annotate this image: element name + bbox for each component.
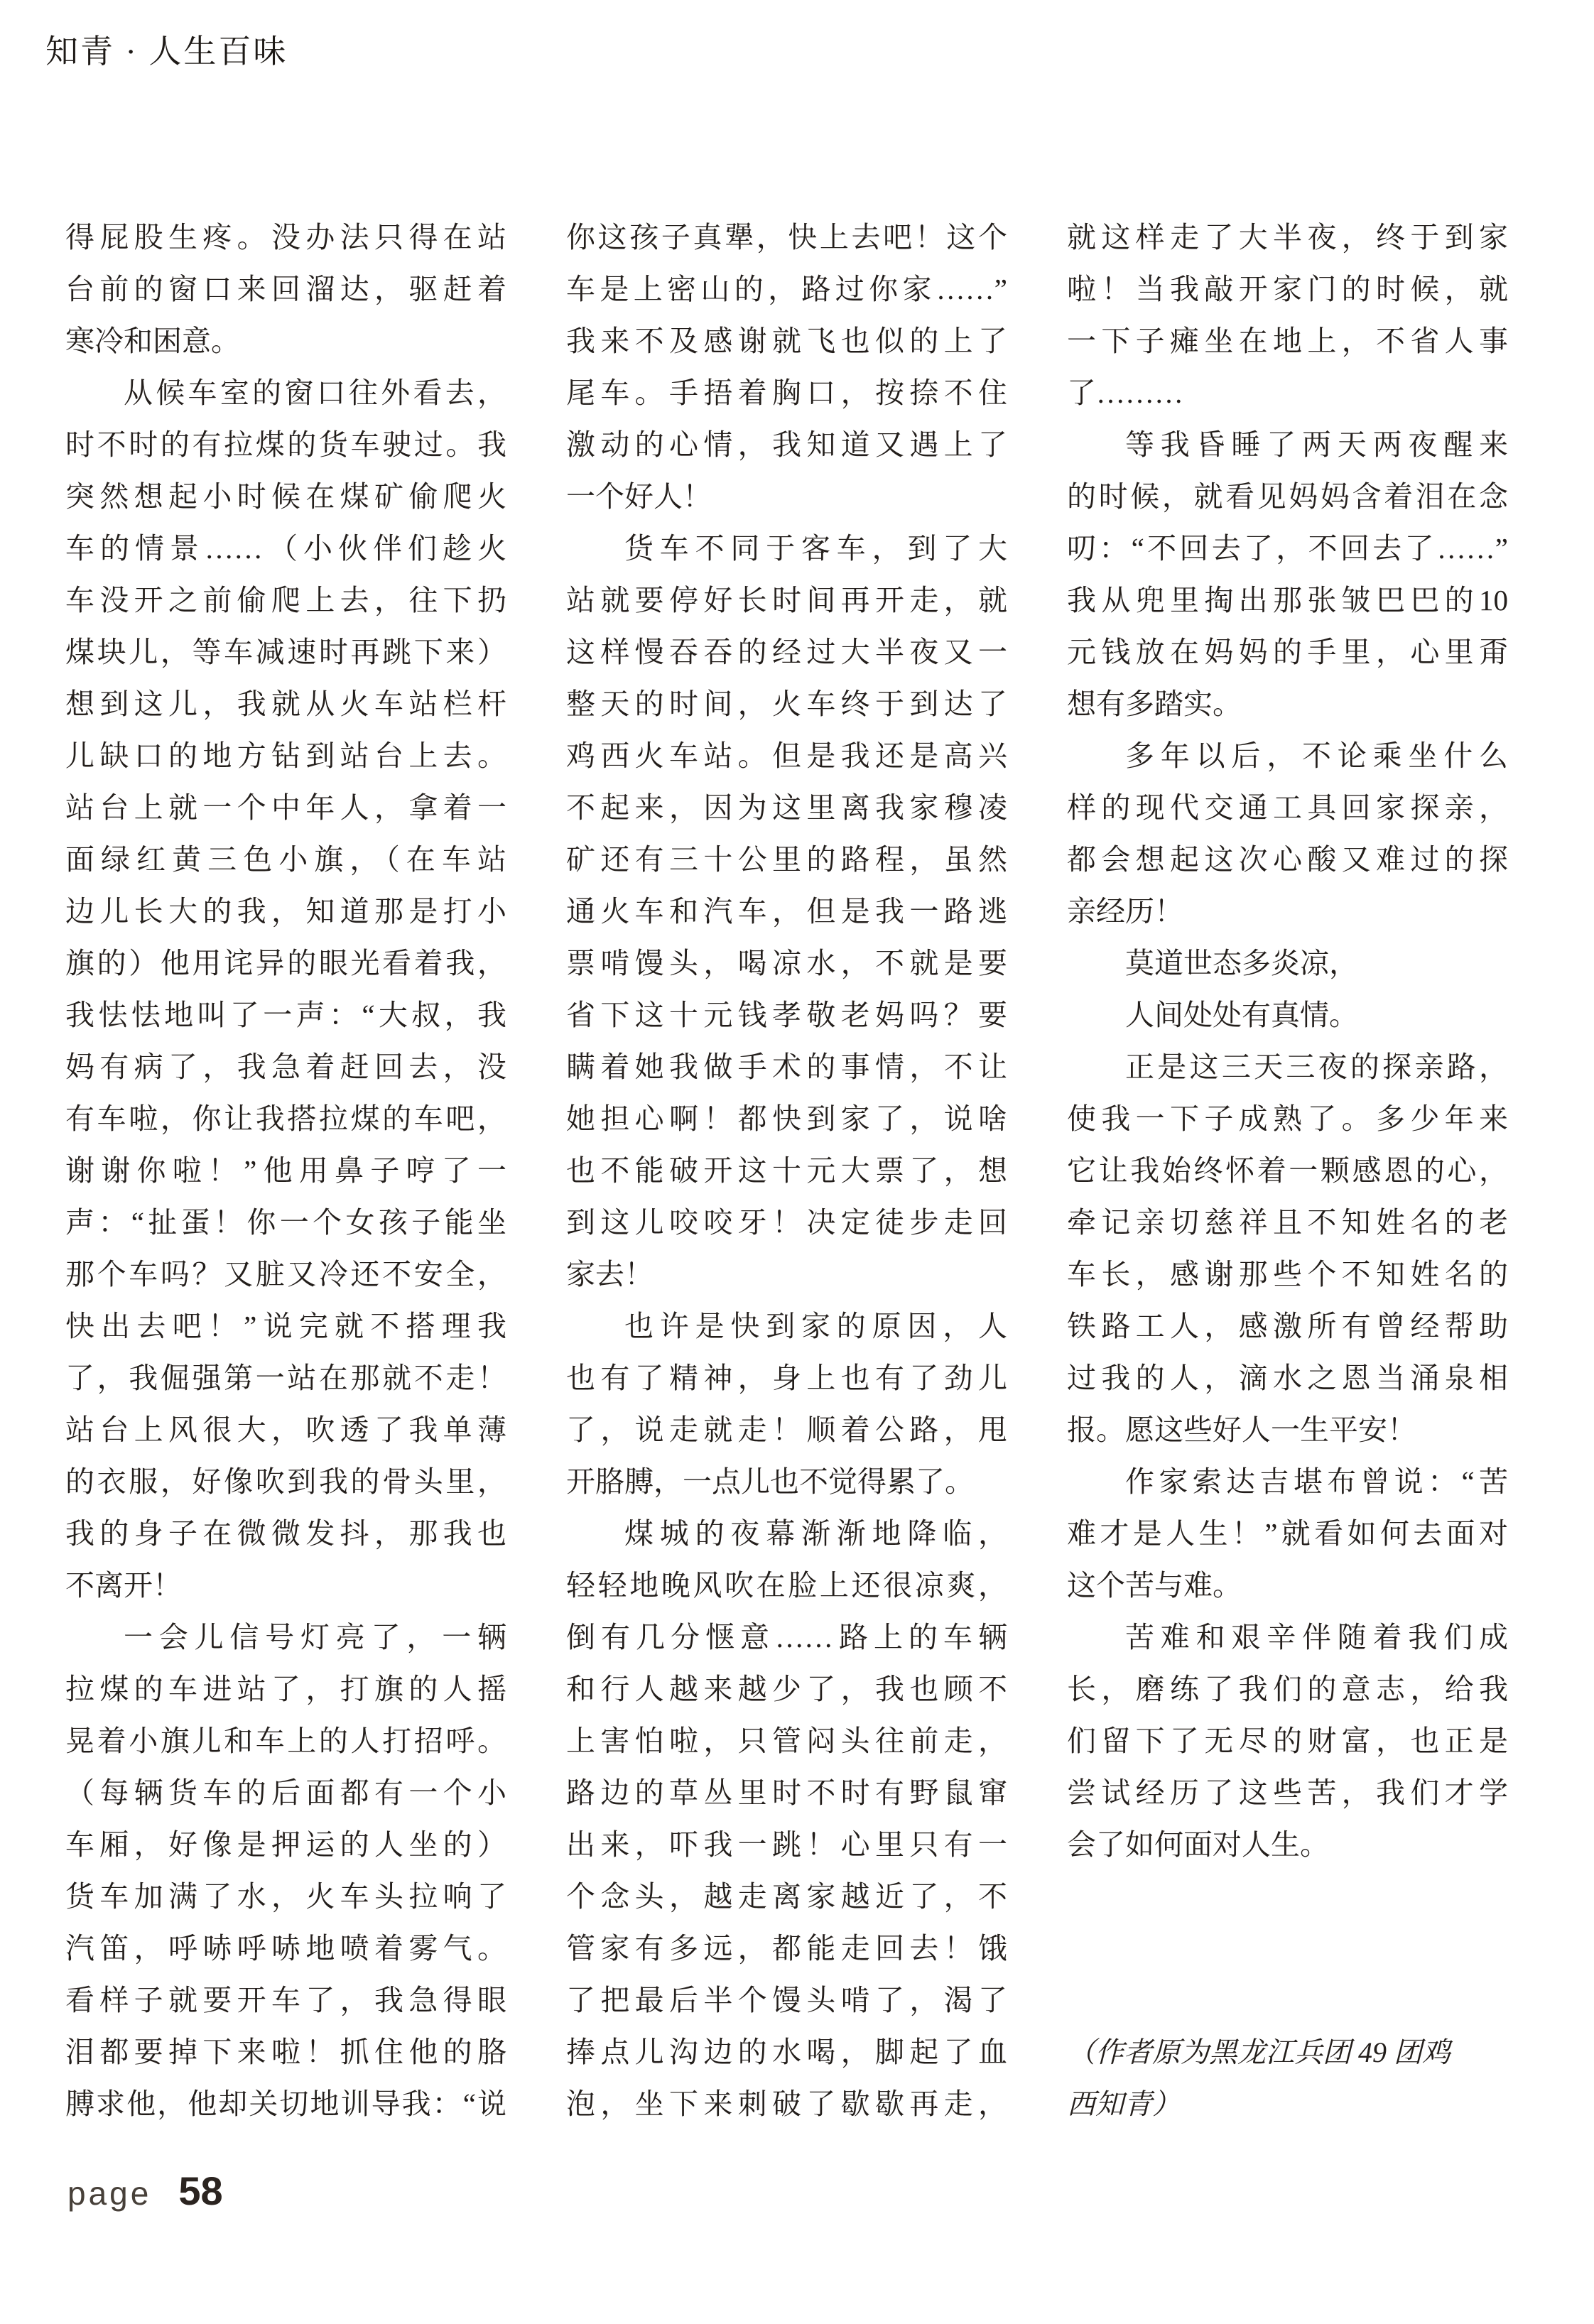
text-line: 人间处处有真情。 <box>1125 999 1358 1031</box>
text-line: 台前的窗口来回溜达，驱赶着 <box>65 273 506 305</box>
text-line: 这个苦与难。 <box>1067 1569 1242 1602</box>
text-line: 牵记亲切慈祥且不知姓名的老 <box>1067 1206 1508 1239</box>
text-line: 倒有几分惬意……路上的车辆 <box>566 1621 1007 1654</box>
text-line: 的时候，就看见妈妈含着泪在念 <box>1067 480 1508 513</box>
text-line: 莫道世态多炎凉， <box>1125 947 1358 979</box>
text-line: 膊求他，他却关切地训导我：“说 <box>65 2087 506 2120</box>
text-line: 站台上就一个中年人，拿着一 <box>65 791 506 824</box>
author-note-line: 西知青） <box>1067 2088 1181 2120</box>
text-line: 捧点儿沟边的水喝，脚起了血 <box>566 2036 1007 2068</box>
text-line: 元钱放在妈妈的手里，心里甭 <box>1067 636 1508 668</box>
text-line: 鸡西火车站。但是我还是高兴 <box>566 739 1007 772</box>
text-line: 面绿红黄三色小旗，（在车站 <box>65 843 506 876</box>
text-line: 矿还有三十公里的路程，虽然 <box>566 843 1007 876</box>
text-line: 个念头，越走离家越近了，不 <box>566 1880 1007 1913</box>
text-line: 到这儿咬咬牙！决定徒步走回 <box>566 1206 1007 1239</box>
text-line: 从候车室的窗口往外看去， <box>124 376 506 409</box>
text-column-3 <box>1067 212 1508 2130</box>
text-line: 声：“扯蛋！你一个女孩子能坐 <box>65 1206 506 1239</box>
text-line: 叨：“不回去了，不回去了……” <box>1067 532 1508 565</box>
text-line: 票啃馒头，喝凉水，不就是要 <box>566 947 1007 979</box>
text-line: 有车啦，你让我搭拉煤的车吧， <box>65 1102 506 1135</box>
text-line: 铁路工人，感激所有曾经帮助 <box>1067 1310 1508 1342</box>
text-line: 货车不同于客车，到了大 <box>624 532 1007 565</box>
text-line: 报。愿这些好人一生平安！ <box>1067 1413 1416 1446</box>
text-line: 路边的草丛里时不时有野鼠窜 <box>566 1776 1007 1809</box>
text-line: 正是这三天三夜的探亲路， <box>1125 1050 1508 1083</box>
text-line: 通火车和汽车，但是我一路逃 <box>566 895 1007 928</box>
text-line: 使我一下子成熟了。多少年来 <box>1067 1102 1508 1135</box>
text-line: 得屁股生疼。没办法只得在站 <box>65 221 506 254</box>
text-line: 旗的）他用诧异的眼光看着我， <box>65 947 506 979</box>
text-line: 她担心啊！都快到家了，说啥 <box>566 1102 1007 1135</box>
text-line: 想到这儿，我就从火车站栏杆 <box>65 688 506 720</box>
text-line: 也不能破开这十元大票了，想 <box>566 1154 1007 1187</box>
text-line: 等我昏睡了两天两夜醒来 <box>1125 428 1508 461</box>
text-line: 了把最后半个馒头啃了，渴了 <box>566 1984 1007 2016</box>
text-line: 这样慢吞吞的经过大半夜又一 <box>566 636 1007 668</box>
text-line: 尾车。手捂着胸口，按捺不住 <box>566 376 1007 409</box>
text-line: 过我的人，滴水之恩当涌泉相 <box>1067 1362 1508 1394</box>
text-line: 作家索达吉堪布曾说：“苦 <box>1125 1465 1508 1498</box>
page-footer <box>67 2168 223 2214</box>
text-line: 上害怕啦，只管闷头往前走， <box>566 1725 1007 1757</box>
text-line: 妈有病了，我急着赶回去，没 <box>65 1050 506 1083</box>
text-line: 不起来，因为这里离我家穆凌 <box>566 791 1007 824</box>
text-column-2 <box>566 212 1007 2130</box>
text-line: 看样子就要开车了，我急得眼 <box>65 1984 506 2016</box>
text-line: 了，说走就走！顺着公路，甩 <box>566 1413 1007 1446</box>
text-line: 我来不及感谢就飞也似的上了 <box>566 325 1007 357</box>
text-line: 和行人越来越少了，我也顾不 <box>566 1673 1007 1705</box>
text-line: 站就要停好长时间再开走，就 <box>566 584 1007 617</box>
text-line: 样的现代交通工具回家探亲， <box>1067 791 1508 824</box>
text-line: 我怯怯地叫了一声：“大叔，我 <box>65 999 506 1031</box>
text-line: 你这孩子真犟，快上去吧！这个 <box>566 221 1007 254</box>
footer-page-number: 58 <box>178 2168 223 2213</box>
text-line: 车没开之前偷爬上去，往下扔 <box>65 584 506 617</box>
text-line: 车的情景……（小伙伴们趁火 <box>65 532 506 565</box>
text-line: 不离开！ <box>65 1569 182 1602</box>
text-line: 一下子瘫坐在地上，不省人事 <box>1067 325 1508 357</box>
text-line: 站台上风很大，吹透了我单薄 <box>65 1413 506 1446</box>
text-line: 轻轻地晚风吹在脸上还很凉爽， <box>566 1569 1007 1602</box>
text-line: 那个车吗？又脏又冷还不安全， <box>65 1258 506 1291</box>
text-line: 儿缺口的地方钻到站台上去。 <box>65 739 506 772</box>
text-line: 汽笛，呼哧呼哧地喷着雾气。 <box>65 1932 506 1965</box>
text-line: 车是上密山的，路过你家……” <box>566 273 1007 305</box>
text-line: 边儿长大的我，知道那是打小 <box>65 895 506 928</box>
text-line: 泡，坐下来刺破了歇歇再走， <box>566 2087 1007 2120</box>
text-line: 了，我倔强第一站在那就不走！ <box>65 1362 506 1394</box>
text-line: 就这样走了大半夜，终于到家 <box>1067 221 1508 254</box>
text-line: 我从兜里掏出那张皱巴巴的10 <box>1067 584 1508 617</box>
text-line: 们留下了无尽的财富，也正是 <box>1067 1725 1508 1757</box>
text-column-1 <box>65 212 506 2130</box>
text-line: 整天的时间，火车终于到达了 <box>566 688 1007 720</box>
text-line: 会了如何面对人生。 <box>1067 1828 1329 1861</box>
author-note <box>1067 2026 1508 2130</box>
text-line: 煤城的夜幕渐渐地降临， <box>624 1517 1007 1550</box>
text-line: 一个好人！ <box>566 480 712 513</box>
text-line: 一会儿信号灯亮了，一辆 <box>124 1621 506 1654</box>
text-line: 也有了精神，身上也有了劲儿 <box>566 1362 1007 1394</box>
article-body <box>65 212 1508 2130</box>
text-line: 的衣服，好像吹到我的骨头里， <box>65 1465 506 1498</box>
text-line: 拉煤的车进站了，打旗的人摇 <box>65 1673 506 1705</box>
text-line: 瞒着她我做手术的事情，不让 <box>566 1050 1007 1083</box>
text-line: 货车加满了水，火车头拉响了 <box>65 1880 506 1913</box>
text-line: 快出去吧！”说完就不搭理我 <box>65 1310 506 1342</box>
text-line: 时不时的有拉煤的货车驶过。我 <box>65 428 506 461</box>
text-line: 管家有多远，都能走回去！饿 <box>566 1932 1007 1965</box>
text-line: 了……… <box>1067 376 1183 409</box>
text-line: 想有多踏实。 <box>1067 688 1242 720</box>
text-line: 家去！ <box>566 1258 654 1291</box>
text-line: 开胳膊，一点儿也不觉得累了。 <box>566 1465 974 1498</box>
text-line: 难才是人生！”就看如何去面对 <box>1067 1517 1508 1550</box>
text-line: 亲经历！ <box>1067 895 1183 928</box>
author-note-line: （作者原为黑龙江兵团 49 团鸡 <box>1067 2036 1451 2068</box>
text-line: 尝试经历了这些苦，我们才学 <box>1067 1776 1508 1809</box>
text-line: 都会想起这次心酸又难过的探 <box>1067 843 1508 876</box>
text-line: 寒冷和困意。 <box>65 325 240 357</box>
text-line: 也许是快到家的原因，人 <box>624 1310 1007 1342</box>
text-line: 省下这十元钱孝敬老妈吗？要 <box>566 999 1007 1031</box>
text-line: 晃着小旗儿和车上的人打招呼。 <box>65 1725 506 1757</box>
text-line: 车长，感谢那些个不知姓名的 <box>1067 1258 1508 1291</box>
text-line: 苦难和艰辛伴随着我们成 <box>1125 1621 1508 1654</box>
text-line: 泪都要掉下来啦！抓住他的胳 <box>65 2036 506 2068</box>
text-line: 谢谢你啦！”他用鼻子哼了一 <box>65 1154 506 1187</box>
text-line: 长，磨练了我们的意志，给我 <box>1067 1673 1508 1705</box>
text-line: 煤块儿，等车减速时再跳下来） <box>65 636 506 668</box>
text-line: 出来，吓我一跳！心里只有一 <box>566 1828 1007 1861</box>
text-line: 多年以后，不论乘坐什么 <box>1125 739 1508 772</box>
text-line: （每辆货车的后面都有一个小 <box>65 1776 506 1809</box>
page-header: 知青 · 人生百味 <box>45 33 288 70</box>
text-line: 车厢，好像是押运的人坐的） <box>65 1828 506 1861</box>
text-line: 突然想起小时候在煤矿偷爬火 <box>65 480 506 513</box>
text-line: 啦！当我敲开家门的时候，就 <box>1067 273 1508 305</box>
text-line: 我的身子在微微发抖，那我也 <box>65 1517 506 1550</box>
text-line: 它让我始终怀着一颗感恩的心， <box>1067 1154 1508 1187</box>
text-line: 激动的心情，我知道又遇上了 <box>566 428 1007 461</box>
footer-page-label: page <box>67 2175 152 2212</box>
